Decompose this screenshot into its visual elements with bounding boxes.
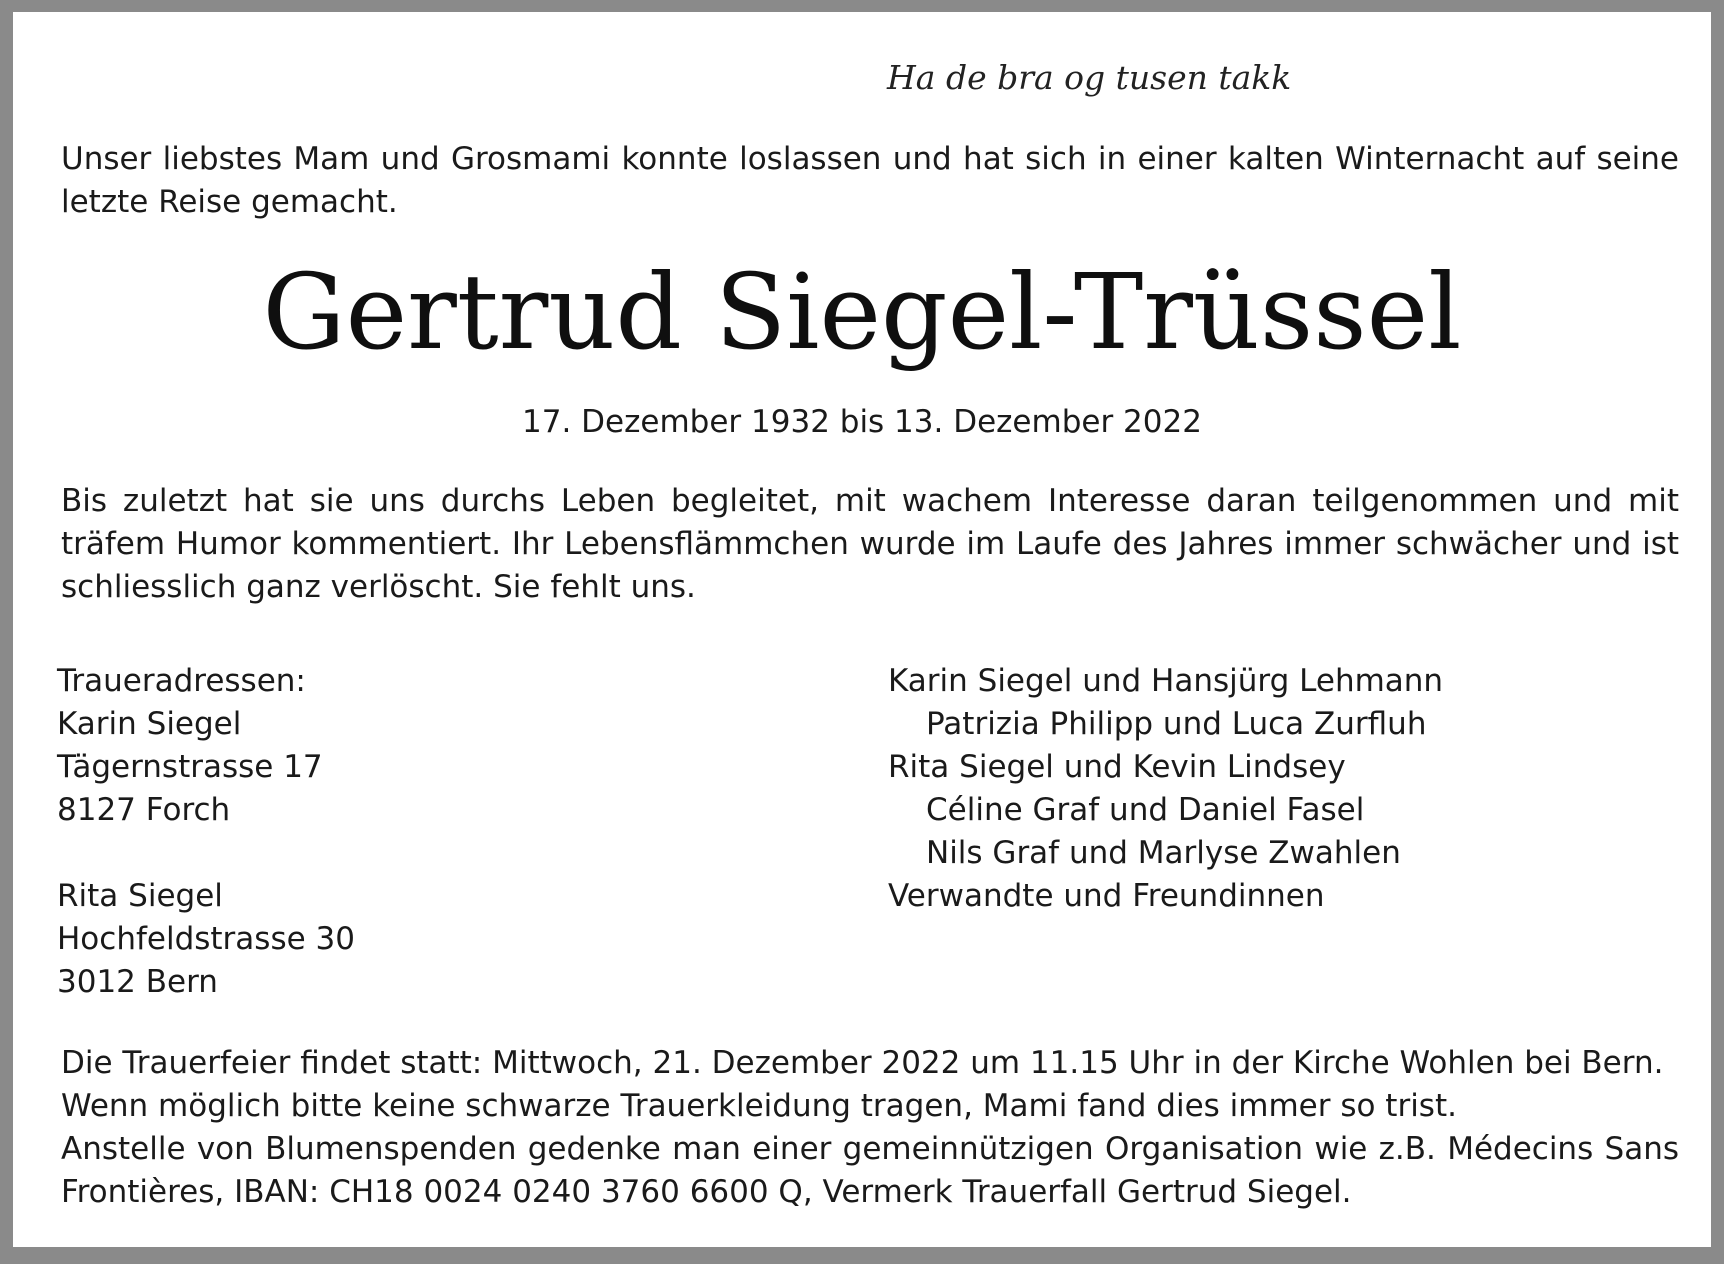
mourner-line: Karin Siegel und Hansjürg Lehmann bbox=[888, 663, 1444, 699]
spacer bbox=[57, 832, 355, 875]
funeral-line: Wenn möglich bitte keine schwarze Trauerkleidung tragen, Mami fand dies immer so trist. bbox=[61, 1088, 1457, 1124]
funeral-line: Die Trauerfeier findet statt: Mittwoch, 21. Dezember 2022 um 11.15 Uhr in der Kirche Wohlen bei Bern. bbox=[61, 1045, 1664, 1081]
mourner-line: Rita Siegel und Kevin Lindsey bbox=[888, 749, 1346, 785]
mourner-line: Céline Graf und Daniel Fasel bbox=[926, 792, 1365, 828]
address-line: Rita Siegel bbox=[57, 878, 223, 914]
mourner-line: Verwandte und Freundinnen bbox=[888, 878, 1325, 914]
mourners-column bbox=[888, 660, 1443, 918]
obituary-page bbox=[13, 12, 1711, 1247]
deceased-name: Gertrud Siegel-Trüssel bbox=[262, 251, 1462, 373]
address-line: Karin Siegel bbox=[57, 706, 242, 742]
intro-text: Unser liebstes Mam und Grosmami konnte loslassen und hat sich in einer kalten Winternacht auf seine letzte Reise gemacht. bbox=[61, 141, 1679, 220]
funeral-line: Anstelle von Blumenspenden gedenke man einer gemeinnützigen Organisation wie z.B. Médecins Sans Frontières, IBAN: CH18 0024 0240 3760 6600 Q, Vermerk Trauerfall Gertrud Siegel. bbox=[61, 1131, 1679, 1210]
addresses-heading: Traueradressen: bbox=[57, 663, 306, 699]
address-line: 8127 Forch bbox=[57, 792, 231, 828]
address-line: Hochfeldstrasse 30 bbox=[57, 921, 355, 957]
address-line: Tägernstrasse 17 bbox=[57, 749, 323, 785]
mourner-line: Patrizia Philipp und Luca Zurfluh bbox=[926, 706, 1427, 742]
address-line: 3012 Bern bbox=[57, 964, 218, 1000]
life-text: Bis zuletzt hat sie uns durchs Leben begleitet, mit wachem Interesse daran teilgenommen und mit träfem Humor kommentiert. Ihr Lebensflämmchen wurde im Laufe des Jahres immer schwächer und ist schliesslich ganz verlöscht. Sie fehlt uns. bbox=[61, 483, 1679, 605]
mourner-line: Nils Graf und Marlyse Zwahlen bbox=[926, 835, 1401, 871]
life-dates: 17. Dezember 1932 bis 13. Dezember 2022 bbox=[522, 404, 1202, 440]
funeral-info bbox=[61, 1042, 1679, 1214]
motto: Ha de bra og tusen takk bbox=[887, 58, 1292, 97]
addresses-column bbox=[57, 660, 355, 1004]
